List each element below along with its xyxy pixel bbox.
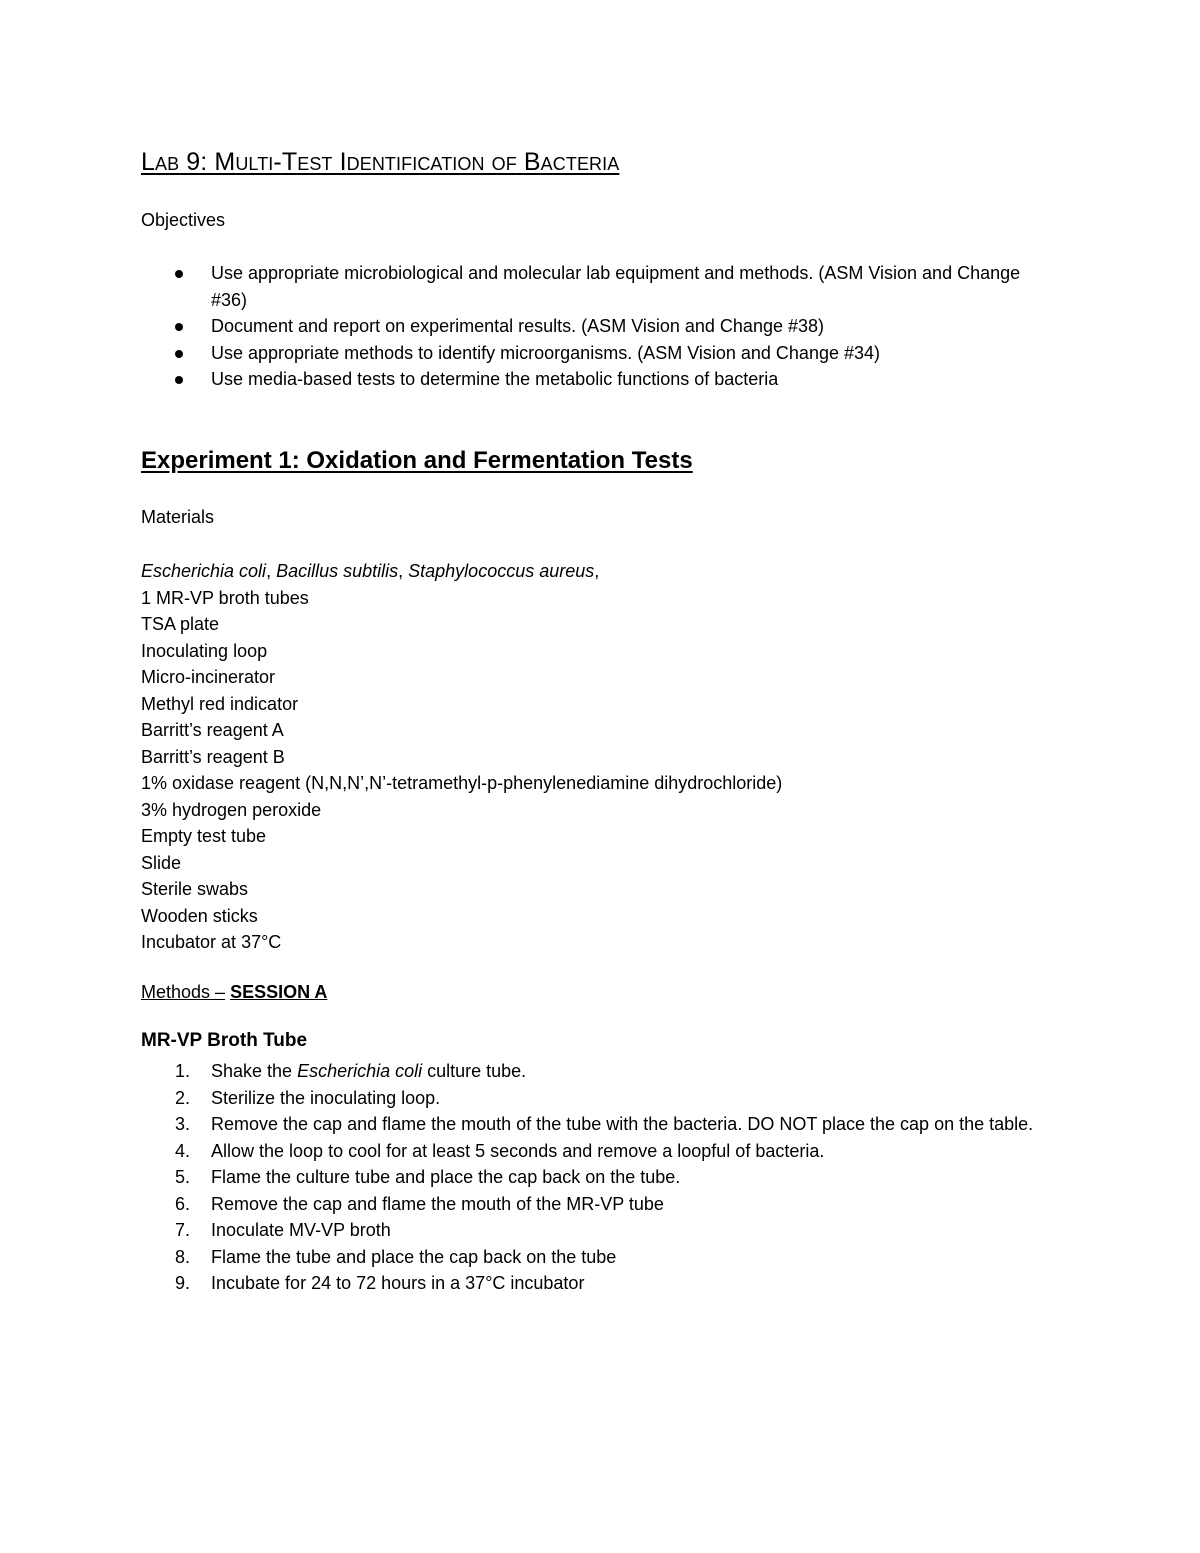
material-item: 1% oxidase reagent (N,N,N’,N’-tetramethyl-p-phenylenediamine dihydrochloride) [141,773,783,793]
material-item: 3% hydrogen peroxide [141,799,322,820]
session-label: SESSION A [230,982,328,1002]
objective-item: Use appropriate microbiological and molecular lab equipment and methods. (ASM Vision and Change #36) [141,260,1061,313]
method-steps-list [141,1058,1061,1297]
method-step: 6. Remove the cap and flame the mouth of the MR-VP tube [175,1193,664,1214]
bullet-icon [175,323,183,331]
material-item: Methyl red indicator [141,693,299,714]
method-step: 5. Flame the culture tube and place the cap back on the tube. [175,1167,681,1187]
organisms-line: Escherichia coli, Bacillus subtilis, Staphylococcus aureus, [141,561,600,581]
objectives-heading: Objectives [141,210,226,230]
material-item: Incubator at 37°C [141,932,282,952]
bullet-icon [175,350,183,358]
objective-item: Document and report on experimental results. (ASM Vision and Change #38) [141,313,1061,340]
bullet-icon [175,270,183,278]
method-step: 3. Remove the cap and flame the mouth of the tube with the bacteria. DO NOT place the cap on the table. [175,1114,1034,1134]
objective-item: Use appropriate methods to identify microorganisms. (ASM Vision and Change #34) [141,340,1061,367]
method-step: 1. Shake the Escherichia coli culture tube. [175,1061,527,1081]
material-item: TSA plate [141,614,220,634]
material-item: Micro-incinerator [141,667,276,687]
methods-heading: Methods – SESSION A [141,982,328,1002]
material-item: Slide [141,852,182,873]
material-item: Inoculating loop [141,640,268,661]
bullet-icon [175,376,183,384]
method-step: 7. Inoculate MV-VP broth [175,1220,391,1240]
materials-list [141,558,782,956]
objective-item: Use media-based tests to determine the metabolic functions of bacteria [141,366,1061,393]
method-step: 4. Allow the loop to cool for at least 5 seconds and remove a loopful of bacteria. [175,1140,825,1161]
objectives-list [141,260,1061,393]
mrvp-subheading: MR-VP Broth Tube [141,1030,308,1051]
material-item: Sterile swabs [141,879,249,899]
materials-heading: Materials [141,507,215,527]
material-item: Barritt’s reagent A [141,720,284,740]
method-step: 2. Sterilize the inoculating loop. [175,1087,441,1108]
material-item: Empty test tube [141,826,267,846]
method-step: 8. Flame the tube and place the cap back on the tube [175,1246,617,1267]
experiment-heading: Experiment 1: Oxidation and Fermentation Tests [141,447,693,474]
material-item: 1 MR-VP broth tubes [141,587,309,608]
material-item: Wooden sticks [141,905,258,926]
method-step: 9. Incubate for 24 to 72 hours in a 37°C incubator [175,1273,585,1293]
material-item: Barritt’s reagent B [141,746,285,767]
lab-title: Lab 9: Multi-Test Identification of Bacteria [141,148,620,176]
